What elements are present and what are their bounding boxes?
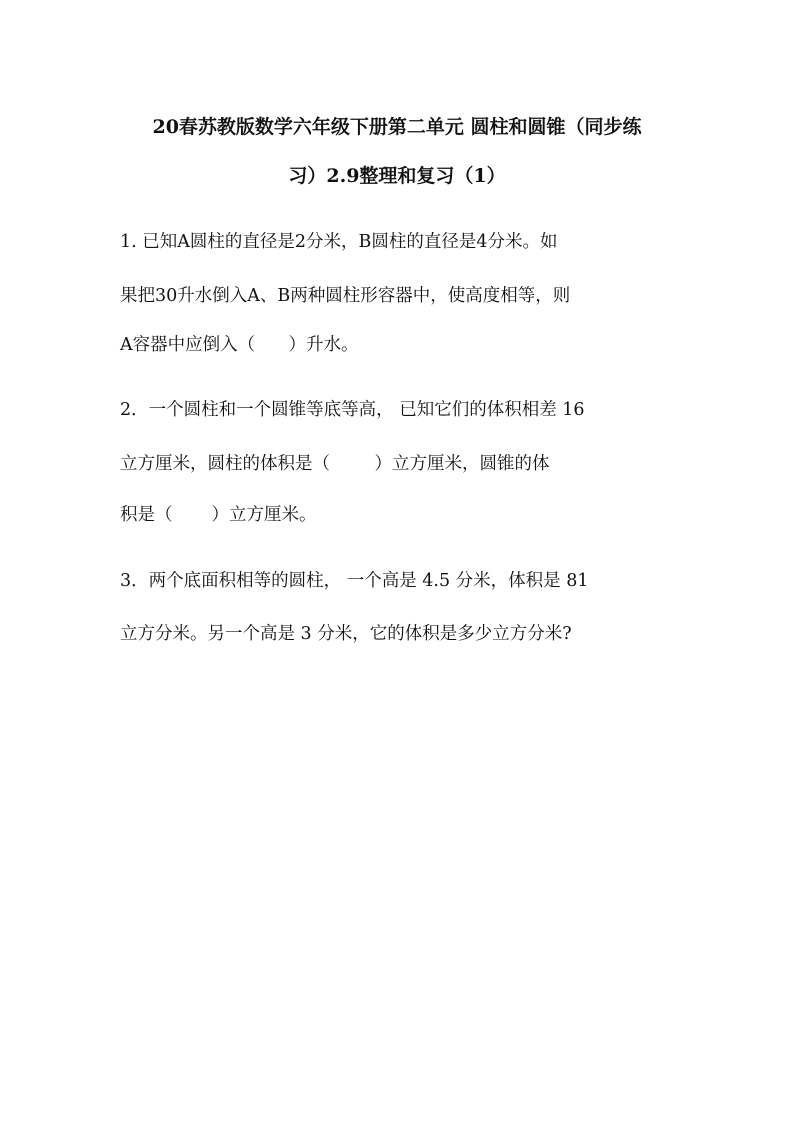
question-2-line-3: 积是（ ）立方厘米。 <box>120 505 317 525</box>
question-2-line-1: 2．一个圆柱和一个圆锥等底等高， 已知它们的体积相差 16 <box>120 400 585 420</box>
question-3-line-2: 立方分米。另一个高是 3 分米，它的体积是多少立方分米? <box>120 624 572 644</box>
question-2-line-2: 立方厘米，圆柱的体积是（ ）立方厘米，圆锥的体 <box>120 454 550 474</box>
question-1-line-2: 果把30升水倒入A、B两种圆柱形容器中，使高度相等，则 <box>120 286 571 306</box>
question-3-line-1: 3．两个底面积相等的圆柱， 一个高是 4.5 分米，体积是 81 <box>120 571 589 591</box>
question-1-line-3: A容器中应倒入（ ）升水。 <box>120 335 359 355</box>
question-1-line-1: 1. 已知A圆柱的直径是2分米，B圆柱的直径是4分米。如 <box>120 232 558 252</box>
document-title-line-2: 习）2.9整理和复习（1） <box>288 165 506 187</box>
document-title-line-1: 20春苏教版数学六年级下册第二单元 圆柱和圆锥（同步练 <box>152 116 642 138</box>
